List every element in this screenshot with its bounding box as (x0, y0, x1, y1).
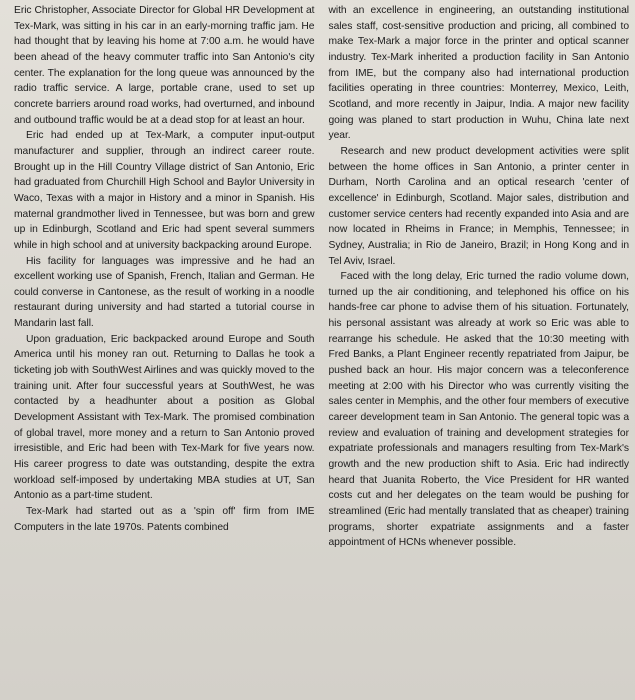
paragraph: Faced with the long delay, Eric turned the radio volume down, turned up the air conditioning, and telephoned his office on his hands-free car phone to advise them of his situation. Fortunately, his personal assistant was already at work so Eric was able to rearrange his schedule. He asked that the 10:30 meeting with Fred Banks, a Plant Engineer recently repatriated from Jaipur, be pushed back an hour. His major concern was a teleconference meeting at 2:00 with his Director who was currently visiting the sales center in Memphis, and the other four members of executive career development team in San Antonio. The general topic was a review and evaluation of training and development strategies for expatriate professionals and managers resulting from Tex-Mark's growth and the new production shift to Asia. Eric had indirectly heard that Juanita Roberto, the Vice President for HR wanted costs cut and her delegates on the team would be pushing for streamlined (Eric had mentally translated that as cheaper) training programs, shorter expatriate assignments and a faster appointment of HCNs whenever possible. (328, 271, 629, 549)
left-text-column (14, 3, 315, 700)
paragraph: Tex-Mark had started out as a 'spin off' firm from IME Computers in the late 1970s. Patents combined (14, 506, 315, 533)
right-text-column (329, 3, 630, 700)
paragraph: Research and new product development activities were split between the home offices in San Antonio, a printer center in Durham, North Carolina and an optical research 'center of excellence' in Edinburgh, Scotland. Major sales, distribution and customer service centers had recently expanded into Asia and are now located in Rheims in France; in Memphis, Tennessee; in Sydney, Australia; in Rio de Janeiro, Brazil; in Hong Kong and in Tel Aviv, Israel. (328, 145, 629, 267)
paragraph: Eric Christopher, Associate Director for Global HR Development at Tex-Mark, was sitting in his car in an early-morning traffic jam. He had thought that by leaving his home at 7:00 a.m. he would have been ahead of the heavy commuter traffic into San Antonio's city center. The explanation for the long queue was announced by the radio traffic service. A large, portable crane, used to set up concrete barriers around road works, had overturned, and inbound and outbound traffic would be at a dead stop for at least an hour. (14, 5, 315, 126)
paragraph: His facility for languages was impressive and he had an excellent working use of Spanish, French, Italian and German. He could converse in Cantonese, as the result of working in a noodle restaurant during university and had started a tutorial course in Mandarin last fall. (14, 255, 315, 330)
paragraph: with an excellence in engineering, an outstanding institutional sales staff, cost-sensitive production and pricing, all combined to make Tex-Mark a major force in the printer and optical scanner industry. Tex-Mark inherited a production facility in San Antonio from IME, but the company also had international production facilities operating in three countries: Monterrey, Mexico, Leith, Scotland, and more recently in Jaipur, India. A major new facility going was planed to start production in Wuhu, China late next year. (328, 5, 629, 142)
paragraph: Eric had ended up at Tex-Mark, a computer input-output manufacturer and supplier, through an indirect career route. Brought up in the Hill Country Village district of San Antonio, Eric had graduated from Churchill High School and Baylor University in Waco, Texas with a major in History and a minor in Spanish. His maternal grandmother lived in Tennessee, but was born and grew up in Edinburgh, Scotland and Eric had spent several summers while in high school and at university backpacking around Europe. (14, 130, 315, 251)
paragraph: Upon graduation, Eric backpacked around Europe and South America until his money ran out. Returning to Dallas he took a ticketing job with SouthWest Airlines and was quickly moved to the training unit. After four successful years at SouthWest, he was contacted by a headhunter about a position as Global Development Assistant with Tex-Mark. The promised combination of global travel, more money and a return to San Antonio proved irresistible, and Eric had been with Tex-Mark for five years now. His career progress to date was outstanding, despite the extra workload self-imposed by undertaking MBA studies at UT, San Antonio as a part-time student. (14, 333, 315, 502)
